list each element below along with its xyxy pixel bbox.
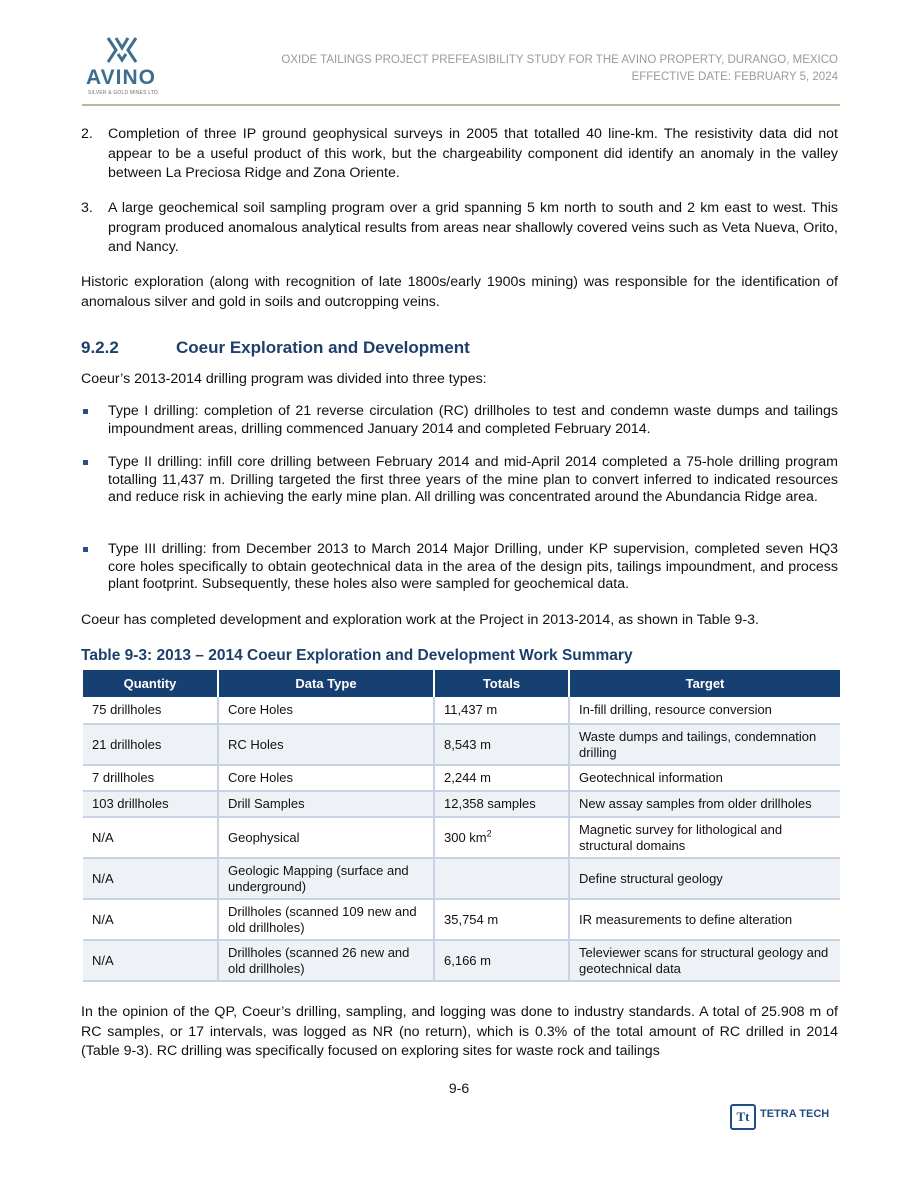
item-number: 2. (81, 126, 93, 142)
paragraph-historic: Historic exploration (along with recognition of late 1800s/early 1900s mining) was responsible for the identification of anomalous silver and gold in soils and outcropping veins. (81, 274, 838, 310)
bullet-item (81, 541, 838, 594)
bullet-marker (83, 460, 88, 465)
cell-target: IR measurements to define alteration (569, 899, 840, 940)
cell-quantity: 7 drillholes (83, 765, 218, 791)
logo-tagline: SILVER & GOLD MINES LTD. (88, 90, 160, 96)
bullet-marker (83, 409, 88, 414)
cell-target: Magnetic survey for lithological and structural domains (569, 817, 840, 858)
table-header-row (83, 670, 840, 697)
header-quantity: Quantity (83, 670, 218, 697)
header-data-type: Data Type (218, 670, 434, 697)
paragraph-intro: Coeur’s 2013-2014 drilling program was divided into three types: (81, 371, 487, 387)
cell-quantity: N/A (83, 940, 218, 981)
table-row (83, 724, 840, 765)
tetra-tech-logo (730, 1104, 840, 1132)
document-title (281, 52, 838, 86)
work-summary-table (83, 670, 840, 982)
tetra-tech-mark-icon: Tt (730, 1104, 756, 1130)
cell-quantity: 21 drillholes (83, 724, 218, 765)
cell-totals: 11,437 m (434, 697, 569, 724)
bullet-text: Type II drilling: infill core drilling between February 2014 and mid-April 2014 completed a 75-hole drilling program totalling 11,437 m. Drilling targeted the first three years of the mine plan to convert inferred to indicated resources and reduce risk in achieving the early mine plan. All drilling was concentrated around the Abundancia Ridge area. (108, 454, 838, 506)
cell-quantity: 75 drillholes (83, 697, 218, 724)
page-header (82, 34, 840, 106)
totals-value: 300 km (444, 829, 487, 845)
cell-target: In-fill drilling, resource conversion (569, 697, 840, 724)
title-line-1: OXIDE TAILINGS PROJECT PREFEASIBILITY STUDY FOR THE AVINO PROPERTY, DURANGO, MEXICO (281, 54, 838, 66)
tetra-tech-name: TETRA TECH (760, 1108, 830, 1120)
cell-quantity: N/A (83, 899, 218, 940)
section-title: Coeur Exploration and Development (176, 338, 470, 357)
cell-data-type: Drillholes (scanned 109 new and old drillholes) (218, 899, 434, 940)
cell-totals: 12,358 samples (434, 791, 569, 817)
table-row (83, 899, 840, 940)
item-number: 3. (81, 200, 93, 216)
cell-data-type: Drill Samples (218, 791, 434, 817)
bullet-text: Type I drilling: completion of 21 reverse circulation (RC) drillholes to test and condemn waste dumps and tailings impoundment areas, drilling commenced January 2014 and completed February 2014. (108, 403, 838, 437)
cell-data-type: Drillholes (scanned 26 new and old drillholes) (218, 940, 434, 981)
page-number: 9-6 (448, 1080, 470, 1096)
cell-target: Televiewer scans for structural geology and geotechnical data (569, 940, 840, 981)
avino-logo (82, 36, 162, 100)
item-text: Completion of three IP ground geophysical surveys in 2005 that totalled 40 line-km. The resistivity data did not appear to be a useful product of this work, but the chargeability component did identify an anomaly in the valley between La Preciosa Ridge and Zona Oriente. (108, 126, 838, 182)
cell-data-type: Core Holes (218, 765, 434, 791)
cell-target: Define structural geology (569, 858, 840, 899)
cell-data-type: Core Holes (218, 697, 434, 724)
section-number: 9.2.2 (81, 338, 119, 357)
bullet-item (81, 403, 838, 438)
cell-data-type: Geophysical (218, 817, 434, 858)
table-row (83, 858, 840, 899)
table-row (83, 791, 840, 817)
totals-superscript: 2 (486, 828, 492, 839)
cell-quantity: N/A (83, 817, 218, 858)
cell-totals: 35,754 m (434, 899, 569, 940)
cell-data-type: RC Holes (218, 724, 434, 765)
bullet-marker (83, 547, 88, 552)
item-text: A large geochemical soil sampling program over a grid spanning 5 km north to south and 2 km east to west. This program produced anomalous analytical results from areas near shallowly covered veins such as Veta Nueva, Orito, and Nancy. (108, 200, 838, 256)
cell-target: New assay samples from older drillholes (569, 791, 840, 817)
bullet-item (81, 454, 838, 507)
header-target: Target (569, 670, 840, 697)
table-caption: Table 9-3: 2013 – 2014 Coeur Exploration and Development Work Summary (81, 647, 633, 664)
cell-totals: 8,543 m (434, 724, 569, 765)
cell-target: Geotechnical information (569, 765, 840, 791)
paragraph-table-reference: Coeur has completed development and exploration work at the Project in 2013-2014, as shown in Table 9-3. (81, 612, 759, 628)
cell-totals (434, 858, 569, 899)
numbered-item (81, 199, 838, 258)
cell-totals (434, 817, 569, 858)
cell-quantity: 103 drillholes (83, 791, 218, 817)
cell-totals: 6,166 m (434, 940, 569, 981)
table-row (83, 697, 840, 724)
table-row (83, 940, 840, 981)
cell-totals: 2,244 m (434, 765, 569, 791)
cell-data-type: Geologic Mapping (surface and underground) (218, 858, 434, 899)
paragraph-opinion: In the opinion of the QP, Coeur’s drilling, sampling, and logging was done to industry standards. A total of 25.908 m of RC samples, or 17 intervals, was logged as NR (no return), which is 0.3% of the total amount of RC drilled in 2014 (Table 9-3). RC drilling was specifically focused on exploring sites for waste rock and tailings (81, 1004, 838, 1060)
bullet-text: Type III drilling: from December 2013 to March 2014 Major Drilling, under KP supervision, completed seven HQ3 core holes specifically to obtain geotechnical data in the area of the design pits, tailings impoundment, and process plant footprint. Subsequently, these holes also were sampled for geochemical data. (108, 541, 838, 593)
cell-target: Waste dumps and tailings, condemnation drilling (569, 724, 840, 765)
avino-emblem-icon (102, 36, 142, 66)
table-row (83, 765, 840, 791)
logo-name: AVINO (86, 66, 156, 89)
numbered-item (81, 125, 838, 184)
header-totals: Totals (434, 670, 569, 697)
cell-quantity: N/A (83, 858, 218, 899)
table-row (83, 817, 840, 858)
effective-date: EFFECTIVE DATE: FEBRUARY 5, 2024 (631, 71, 838, 83)
